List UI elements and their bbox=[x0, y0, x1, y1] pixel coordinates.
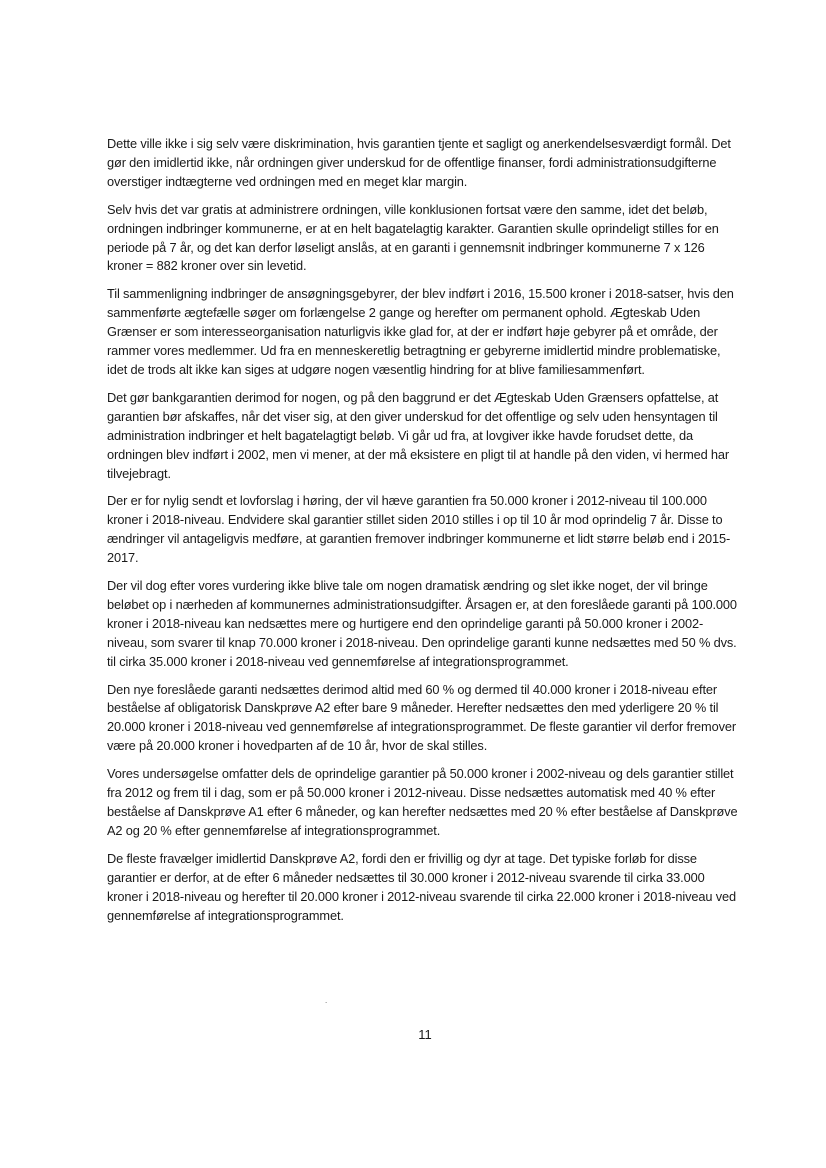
page-number: 11 bbox=[418, 1027, 432, 1042]
paragraph-8: Vores undersøgelse omfatter dels de oprindelige garantier på 50.000 kroner i 2002-niveau og dels garantier stillet fra 2012 og frem til i dag, som er på 50.000 kroner i 2012-niveau. Disse nedsættes automatisk med 40 % efter beståelse af Danskprøve A1 efter 6 måneder, og kan herefter nedsættes med 20 % efter beståelse af Danskprøve A2 og 20 % efter gennemførelse af integrationsprogrammet. bbox=[107, 766, 738, 838]
paragraph-7: Den nye foreslåede garanti nedsættes derimod altid med 60 % og dermed til 40.000 kroner i 2018-niveau efter beståelse af obligatorisk Danskprøve A2 efter bare 9 måneder. Herefter nedsættes den med yderligere 20 % til 20.000 kroner i 2018-niveau ved gennemførelse af integrationsprogrammet. De fleste garantier vil derfor fremover være på 20.000 kroner i hovedparten af de 10 år, hvor de skal stilles. bbox=[107, 681, 736, 754]
paragraph-3: Til sammenligning indbringer de ansøgningsgebyrer, der blev indført i 2016, 15.500 kroner i 2018-satser, hvis den sammenførte ægtefælle søger om forlængelse 2 gange og herefter om permanent ophold. Ægteskab Uden Grænser er som interesseorganisation naturligvis ikke glad for, at der er indført høje gebyrer på et område, der rammer vores medlemmer. Ud fra en menneskeretlig betragtning er gebyrerne imidlertid mindre problematiske, idet de trods alt ikke kan siges at udgøre nogen væsentlig hindring for at blive familiesammenført. bbox=[107, 286, 734, 377]
paragraph-2: Selv hvis det var gratis at administrere ordningen, ville konklusionen fortsat være den samme, idet det beløb, ordningen indbringer kommunerne, er at en helt bagatelagtig karakter. Garantien skulle oprindeligt stilles for en periode på 7 år, og det kan derfor løseligt anslås, at en garanti i gennemsnit indbringer kommunerne 7 x 126 kroner = 882 kroner over sin levetid. bbox=[107, 201, 719, 274]
paragraph-1: Dette ville ikke i sig selv være diskrimination, hvis garantien tjente et sagligt og anerkendelsesværdigt formål. Det gør den imidlertid ikke, når ordningen giver underskud for de offentlige finanser, fordi administrationsudgifterne overstiger indtægterne ved ordningen med en meget klar margin. bbox=[107, 136, 731, 189]
paragraph-5: Der er for nylig sendt et lovforslag i høring, der vil hæve garantien fra 50.000 kroner i 2012-niveau til 100.000 kroner i 2018-niveau. Endvidere skal garantier stillet siden 2010 stilles i op til 10 år mod oprindelig 7 år. Disse to ændringer vil antageligvis medføre, at garantien fremover indbringer kommunerne et lidt større beløb end i 2015-2017. bbox=[107, 493, 731, 566]
page-body bbox=[107, 135, 743, 934]
paragraph-6: Der vil dog efter vores vurdering ikke blive tale om nogen dramatisk ændring og slet ikke noget, der vil bringe beløbet op i nærheden af kommunernes administrationsudgifter. Årsagen er, at den foreslåede garanti på 100.000 kroner i 2018-niveau kan nedsættes mere og hurtigere end den oprindelige garanti på 50.000 kroner i 2002-niveau, som svarer til knap 70.000 kroner i 2018-niveau. Den oprindelige garanti kunne nedsættes med 50 % dvs. til cirka 35.000 kroner i 2018-niveau ved gennemførelse af integrationsprogrammet. bbox=[107, 578, 737, 669]
paragraph-4: Det gør bankgarantien derimod for nogen, og på den baggrund er det Ægteskab Uden Grænsers opfattelse, at garantien bør afskaffes, når det viser sig, at den giver underskud for det offentlige og selv uden hensyntagen til administration indbringer et helt bagatelagtigt beløb. Vi går ud fra, at lovgiver ikke havde forudset dette, da ordningen blev indført i 2002, men vi mener, at der må eksistere en pligt til at handle på den viden, vi hermed har tilvejebragt. bbox=[107, 389, 730, 481]
stray-mark: . bbox=[325, 996, 328, 1005]
paragraph-9: De fleste fravælger imidlertid Danskprøve A2, fordi den er frivillig og dyr at tage. Det typiske forløb for disse garantier er derfor, at de efter 6 måneder nedsættes til 30.000 kroner i 2012-niveau svarende til cirka 33.000 kroner i 2018-niveau og herefter til 20.000 kroner i 2012-niveau svarende til cirka 22.000 kroner i 2018-niveau ved gennemførelse af integrationsprogrammet. bbox=[107, 850, 737, 923]
